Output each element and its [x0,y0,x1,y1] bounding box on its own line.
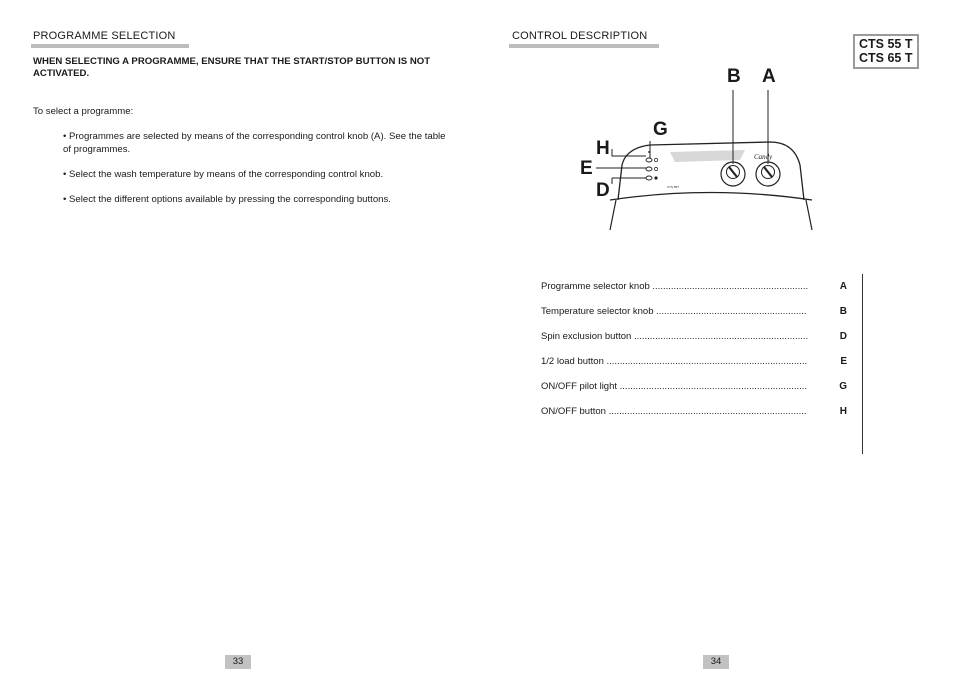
legend-label: Temperature selector knob ......................................................... [541,306,807,317]
legend-row [541,356,851,370]
diagram-label-h: H [596,138,610,159]
legend-label: Programme selector knob ........................................................... [541,281,809,292]
cabinet-left-edge [610,200,616,230]
legend-row [541,281,851,295]
bullet-options: • Select the different options available by pressing the corresponding buttons. [63,194,391,205]
model-cts65: CTS 65 T [859,51,913,65]
left-section-rule [31,44,189,48]
diagram-label-a: A [762,66,776,87]
left-page-number: 33 [225,655,251,669]
legend-row [541,406,851,420]
intro-text: To select a programme: [33,106,134,117]
right-section-title: CONTROL DESCRIPTION [512,30,648,42]
diagram-label-g: G [653,119,668,140]
legend-label: Spin exclusion button .................................................................. [541,331,809,342]
legend-label: ON/OFF pilot light ....................................................................... [541,381,808,392]
legend-label: ON/OFF button ........................................................................... [541,406,807,417]
warning-text: WHEN SELECTING A PROGRAMME, ENSURE THAT THE START/STOP BUTTON IS NOT ACTIVATED. [33,56,431,79]
legend-letter: B [839,306,847,317]
brand-logo: Candy [754,153,773,161]
legend-letter: D [839,331,847,342]
bullet-temperature: • Select the wash temperature by means of the corresponding control knob. [63,169,384,180]
model-box [853,34,919,69]
legend-divider [862,274,863,454]
legend-label: 1/2 load button ............................................................................ [541,356,808,367]
diagram-label-d: D [596,180,610,201]
left-section-title: PROGRAMME SELECTION [33,30,176,42]
legend-row [541,306,851,320]
right-page-number: 34 [703,655,729,669]
diagram-label-b: B [727,66,741,87]
legend-letter: G [839,381,847,392]
cabinet-right-edge [806,200,812,230]
panel-small-print: CTS 55T [667,185,680,189]
spin-symbol-icon [654,176,657,179]
right-section-rule [509,44,659,48]
model-cts55: CTS 55 T [859,37,913,51]
legend-letter: A [839,281,847,292]
bullet-programme: • Programmes are selected by means of the corresponding control knob (A). See the table of programmes. [63,131,446,155]
legend-row [541,381,851,395]
legend-letter: H [839,406,847,417]
diagram-label-e: E [580,158,593,179]
legend-letter: E [840,356,847,367]
legend-row [541,331,851,345]
